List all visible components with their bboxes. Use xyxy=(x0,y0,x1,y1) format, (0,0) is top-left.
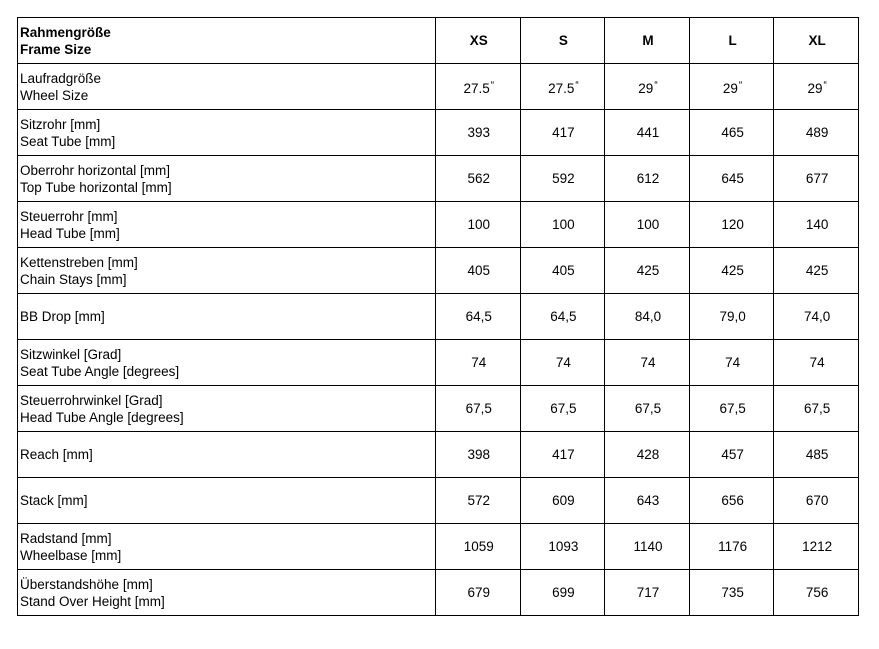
value-cell: 398 xyxy=(436,432,521,478)
table-row xyxy=(18,570,859,616)
value-cell: 100 xyxy=(436,202,521,248)
value-cell: 74 xyxy=(605,340,690,386)
value-cell: 1093 xyxy=(520,524,605,570)
value-cell: 64,5 xyxy=(520,294,605,340)
geometry-table-body xyxy=(18,18,859,616)
size-header-l: L xyxy=(689,18,774,64)
table-row xyxy=(18,386,859,432)
value-cell: 1176 xyxy=(689,524,774,570)
row-label xyxy=(18,202,436,248)
row-label-de: Sitzrohr [mm] xyxy=(20,116,101,132)
row-label-de: Sitzwinkel [Grad] xyxy=(20,346,122,362)
row-label xyxy=(18,432,436,478)
value-cell: 100 xyxy=(520,202,605,248)
value-cell: 393 xyxy=(436,110,521,156)
wheel-size-row xyxy=(18,64,859,110)
row-label xyxy=(18,386,436,432)
row-label xyxy=(18,248,436,294)
size-header-xs: XS xyxy=(436,18,521,64)
value-cell: 417 xyxy=(520,110,605,156)
value-cell: 428 xyxy=(605,432,690,478)
size-header-s: S xyxy=(520,18,605,64)
wheel-size-cell xyxy=(520,64,605,110)
value-cell: 74 xyxy=(774,340,859,386)
row-label-en: Stand Over Height [mm] xyxy=(20,593,165,609)
wheel-size-cell xyxy=(774,64,859,110)
row-label-de: Kettenstreben [mm] xyxy=(20,254,138,270)
value-cell: 425 xyxy=(689,248,774,294)
row-label xyxy=(18,156,436,202)
size-header-xl: XL xyxy=(774,18,859,64)
value-cell: 441 xyxy=(605,110,690,156)
value-cell: 1212 xyxy=(774,524,859,570)
row-label-en: Head Tube Angle [degrees] xyxy=(20,409,184,425)
value-cell: 79,0 xyxy=(689,294,774,340)
row-label-en: Head Tube [mm] xyxy=(20,225,120,241)
row-label-de: Radstand [mm] xyxy=(20,530,112,546)
value-cell: 656 xyxy=(689,478,774,524)
table-row xyxy=(18,202,859,248)
value-cell: 592 xyxy=(520,156,605,202)
table-row xyxy=(18,248,859,294)
value-cell: 609 xyxy=(520,478,605,524)
row-label xyxy=(18,524,436,570)
table-row xyxy=(18,294,859,340)
value-cell: 717 xyxy=(605,570,690,616)
wheel-size-label xyxy=(18,64,436,110)
row-label-de: Oberrohr horizontal [mm] xyxy=(20,162,171,178)
value-cell: 74 xyxy=(520,340,605,386)
value-cell: 74,0 xyxy=(774,294,859,340)
value-cell: 489 xyxy=(774,110,859,156)
table-row xyxy=(18,432,859,478)
value-cell: 699 xyxy=(520,570,605,616)
value-cell: 67,5 xyxy=(605,386,690,432)
value-cell: 457 xyxy=(689,432,774,478)
table-row xyxy=(18,340,859,386)
value-cell: 64,5 xyxy=(436,294,521,340)
value-cell: 679 xyxy=(436,570,521,616)
inch-mark: “ xyxy=(490,79,495,91)
wheel-size-cell xyxy=(689,64,774,110)
frame-size-label-de: Rahmengröße xyxy=(20,24,111,40)
value-cell: 485 xyxy=(774,432,859,478)
row-label-en: Seat Tube [mm] xyxy=(20,133,116,149)
value-cell: 67,5 xyxy=(774,386,859,432)
wheel-size-value: 29 xyxy=(722,80,738,96)
value-cell: 100 xyxy=(605,202,690,248)
row-label xyxy=(18,478,436,524)
row-label xyxy=(18,294,436,340)
value-cell: 1140 xyxy=(605,524,690,570)
value-cell: 417 xyxy=(520,432,605,478)
value-cell: 562 xyxy=(436,156,521,202)
row-label-de: Stack [mm] xyxy=(20,493,88,508)
inch-mark: “ xyxy=(823,79,827,91)
table-row xyxy=(18,524,859,570)
value-cell: 1059 xyxy=(436,524,521,570)
row-label-de: Überstandshöhe [mm] xyxy=(20,576,153,592)
value-cell: 670 xyxy=(774,478,859,524)
wheel-size-value: 29 xyxy=(638,80,654,96)
row-label-de: Reach [mm] xyxy=(20,447,93,462)
inch-mark: “ xyxy=(575,79,579,91)
value-cell: 405 xyxy=(520,248,605,294)
value-cell: 74 xyxy=(689,340,774,386)
row-label-de: Steuerrohrwinkel [Grad] xyxy=(20,392,163,408)
value-cell: 677 xyxy=(774,156,859,202)
value-cell: 612 xyxy=(605,156,690,202)
value-cell: 140 xyxy=(774,202,859,248)
row-label-de: BB Drop [mm] xyxy=(20,309,105,324)
row-label-de: Steuerrohr [mm] xyxy=(20,208,118,224)
value-cell: 645 xyxy=(689,156,774,202)
header-row xyxy=(18,18,859,64)
value-cell: 756 xyxy=(774,570,859,616)
row-label-en: Chain Stays [mm] xyxy=(20,271,127,287)
value-cell: 120 xyxy=(689,202,774,248)
value-cell: 67,5 xyxy=(436,386,521,432)
row-label-en: Top Tube horizontal [mm] xyxy=(20,179,172,195)
wheel-size-cell xyxy=(605,64,690,110)
frame-size-header xyxy=(18,18,436,64)
value-cell: 405 xyxy=(436,248,521,294)
table-row xyxy=(18,478,859,524)
wheel-size-label-en: Wheel Size xyxy=(20,87,89,103)
value-cell: 74 xyxy=(436,340,521,386)
value-cell: 67,5 xyxy=(689,386,774,432)
size-header-m: M xyxy=(605,18,690,64)
value-cell: 84,0 xyxy=(605,294,690,340)
value-cell: 425 xyxy=(605,248,690,294)
row-label-en: Wheelbase [mm] xyxy=(20,547,122,563)
inch-mark: “ xyxy=(654,79,658,91)
value-cell: 67,5 xyxy=(520,386,605,432)
row-label xyxy=(18,570,436,616)
wheel-size-label-de: Laufradgröße xyxy=(20,70,102,86)
table-row xyxy=(18,156,859,202)
value-cell: 465 xyxy=(689,110,774,156)
value-cell: 735 xyxy=(689,570,774,616)
wheel-size-value: 27.5 xyxy=(548,80,575,96)
frame-size-label-en: Frame Size xyxy=(20,41,92,57)
value-cell: 643 xyxy=(605,478,690,524)
wheel-size-value: 27.5 xyxy=(463,80,490,96)
geometry-table xyxy=(17,17,859,616)
row-label-en: Seat Tube Angle [degrees] xyxy=(20,363,180,379)
wheel-size-cell xyxy=(436,64,521,110)
inch-mark: “ xyxy=(738,79,743,91)
value-cell: 572 xyxy=(436,478,521,524)
row-label xyxy=(18,110,436,156)
table-row xyxy=(18,110,859,156)
wheel-size-value: 29 xyxy=(807,80,823,96)
value-cell: 425 xyxy=(774,248,859,294)
row-label xyxy=(18,340,436,386)
